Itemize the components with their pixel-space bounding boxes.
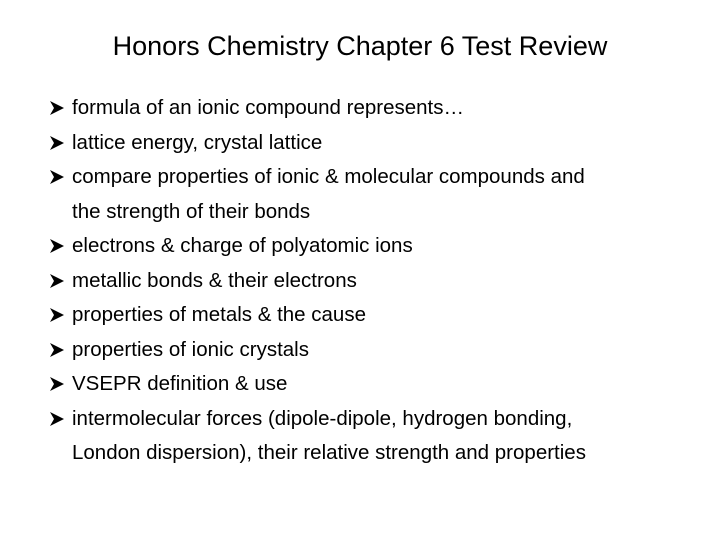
arrowhead-bullet-icon — [50, 136, 64, 150]
bullet-item — [50, 264, 700, 299]
arrowhead-bullet-icon — [50, 412, 64, 426]
bullet-item — [50, 91, 700, 126]
arrowhead-bullet-icon — [50, 239, 64, 253]
bullet-text: lattice energy, crystal lattice — [72, 130, 323, 154]
bullet-text: VSEPR definition & use — [72, 372, 288, 395]
bullet-item — [50, 298, 700, 333]
bullet-text: metallic bonds & their electrons — [72, 268, 357, 292]
arrowhead-bullet-icon — [50, 343, 64, 357]
bullet-text: compare properties of ionic & molecular compounds and — [72, 165, 585, 188]
arrowhead-bullet-icon — [50, 274, 64, 288]
bullet-text: formula of an ionic compound represents… — [72, 96, 464, 119]
bullet-item — [50, 333, 700, 368]
slide-title: Honors Chemistry Chapter 6 Test Review — [112, 31, 608, 61]
bullet-text: intermolecular forces (dipole-dipole, hydrogen bonding, — [72, 406, 573, 430]
bullet-item — [50, 367, 700, 402]
arrowhead-bullet-icon — [50, 308, 64, 322]
bullet-item — [50, 229, 700, 264]
bullet-text-continuation: the strength of their bonds — [72, 199, 311, 223]
bullet-text-continuation: London dispersion), their relative strength and properties — [72, 441, 586, 464]
bullet-item — [50, 160, 700, 229]
arrowhead-bullet-icon — [50, 101, 64, 115]
bullet-list — [50, 91, 700, 471]
arrowhead-bullet-icon — [50, 377, 64, 391]
arrowhead-bullet-icon — [50, 170, 64, 184]
bullet-item — [50, 126, 700, 161]
bullet-item — [50, 402, 700, 471]
bullet-text: properties of ionic crystals — [72, 337, 309, 361]
bullet-text: electrons & charge of polyatomic ions — [72, 234, 413, 257]
bullet-text: properties of metals & the cause — [72, 303, 366, 326]
